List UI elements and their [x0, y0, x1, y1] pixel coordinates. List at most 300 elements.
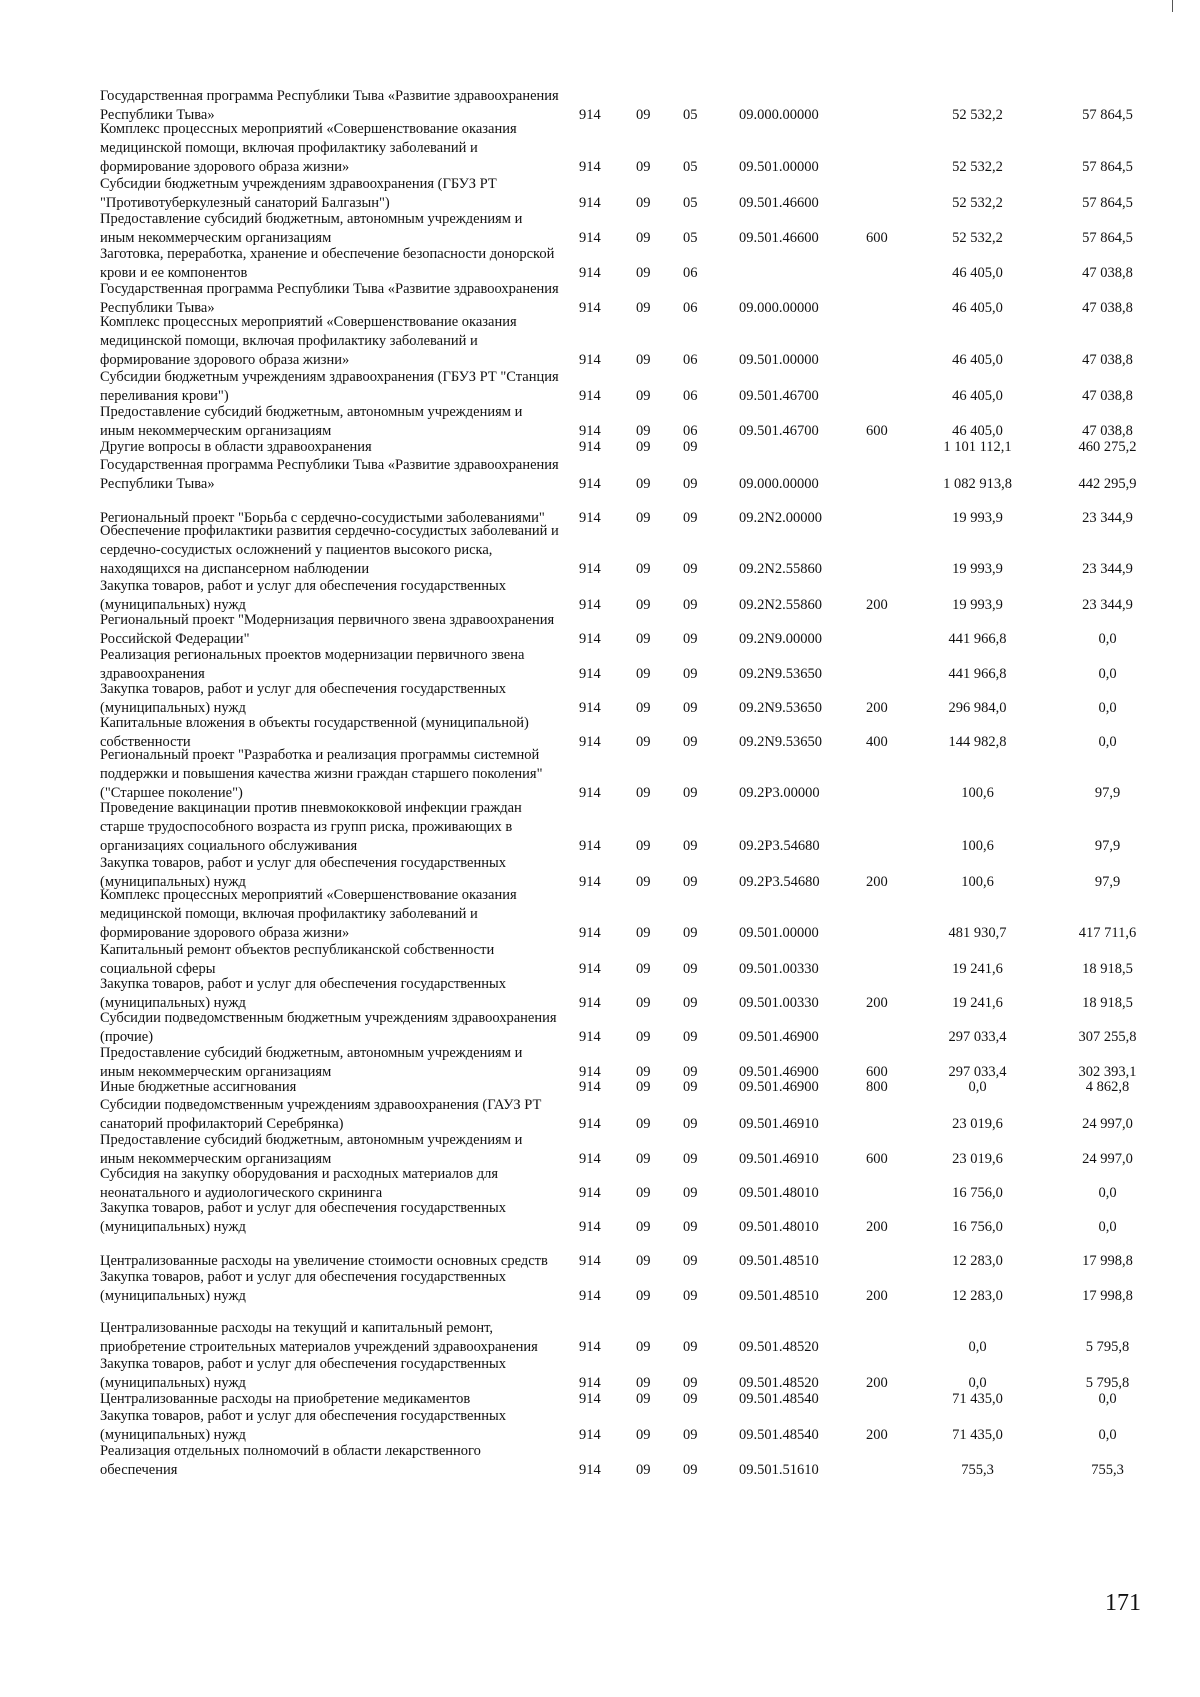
row-amount-year2: 97,9	[1094, 874, 1121, 890]
row-section-code: 09	[636, 107, 651, 123]
row-amount-year2: 0,0	[1098, 1185, 1117, 1201]
table-row	[0, 315, 1200, 370]
row-expense-type: 800	[866, 1079, 888, 1095]
row-section-code: 09	[636, 995, 651, 1011]
table-row	[0, 611, 1200, 649]
row-ved-code: 914	[579, 734, 601, 750]
row-amount-year1: 144 982,8	[948, 734, 1007, 750]
row-ved-code: 914	[579, 1462, 601, 1478]
row-ved-code: 914	[579, 423, 601, 439]
row-section-code: 09	[636, 925, 651, 941]
row-name: Закупка товаров, работ и услуг для обеспечения государственных (муниципальных) нужд	[100, 1200, 507, 1235]
row-ved-code: 914	[579, 300, 601, 316]
row-amount-year1: 481 930,7	[948, 925, 1007, 941]
row-name: Закупка товаров, работ и услуг для обеспечения государственных (муниципальных) нужд	[100, 681, 507, 716]
row-target-article: 09.501.48010	[739, 1185, 819, 1201]
row-ved-code: 914	[579, 1391, 601, 1407]
row-amount-year2: 5 795,8	[1085, 1339, 1130, 1355]
row-amount-year2: 47 038,8	[1082, 300, 1133, 316]
row-amount-year2: 0,0	[1098, 666, 1117, 682]
row-subsection-code: 09	[683, 1064, 698, 1080]
row-subsection-code: 09	[683, 1375, 698, 1391]
row-name: Предоставление субсидий бюджетным, автономным учреждениям и иным некоммерческим организациям	[100, 1045, 523, 1080]
row-section-code: 09	[636, 666, 651, 682]
row-expense-type: 200	[866, 597, 888, 613]
table-row	[0, 1302, 1200, 1357]
table-row	[0, 1078, 1200, 1097]
row-subsection-code: 09	[683, 995, 698, 1011]
row-section-code: 09	[636, 785, 651, 801]
row-amount-year1: 0,0	[968, 1375, 987, 1391]
row-amount-year2: 57 864,5	[1082, 230, 1133, 246]
row-ved-code: 914	[579, 1116, 601, 1132]
table-row	[0, 210, 1200, 248]
row-amount-year1: 46 405,0	[952, 388, 1003, 404]
row-amount-year2: 47 038,8	[1082, 265, 1133, 281]
row-amount-year1: 19 241,6	[952, 961, 1003, 977]
row-section-code: 09	[636, 159, 651, 175]
row-section-code: 09	[636, 195, 651, 211]
row-section-code: 09	[636, 1219, 651, 1235]
row-expense-type: 600	[866, 1151, 888, 1167]
row-amount-year2: 4 862,8	[1085, 1079, 1130, 1095]
row-subsection-code: 09	[683, 1151, 698, 1167]
row-target-article: 09.000.00000	[739, 300, 819, 316]
row-section-code: 09	[636, 230, 651, 246]
row-section-code: 09	[636, 1427, 651, 1443]
row-target-article: 09.501.48520	[739, 1375, 819, 1391]
row-subsection-code: 09	[683, 1219, 698, 1235]
row-amount-year1: 46 405,0	[952, 300, 1003, 316]
row-section-code: 09	[636, 476, 651, 492]
row-amount-year2: 5 795,8	[1085, 1375, 1130, 1391]
row-subsection-code: 09	[683, 1391, 698, 1407]
row-ved-code: 914	[579, 388, 601, 404]
row-subsection-code: 09	[683, 666, 698, 682]
row-ved-code: 914	[579, 439, 601, 455]
row-expense-type: 200	[866, 1375, 888, 1391]
row-ved-code: 914	[579, 666, 601, 682]
table-row	[0, 1407, 1200, 1445]
row-subsection-code: 09	[683, 1253, 698, 1269]
row-target-article: 09.501.46600	[739, 195, 819, 211]
row-ved-code: 914	[579, 785, 601, 801]
table-row	[0, 1009, 1200, 1047]
row-amount-year2: 24 997,0	[1082, 1151, 1133, 1167]
row-subsection-code: 09	[683, 1029, 698, 1045]
table-row	[0, 1442, 1200, 1480]
row-name: Иные бюджетные ассигнования	[100, 1079, 297, 1095]
row-ved-code: 914	[579, 510, 601, 526]
row-expense-type: 200	[866, 1288, 888, 1304]
row-expense-type: 200	[866, 995, 888, 1011]
row-section-code: 09	[636, 1253, 651, 1269]
table-row	[0, 524, 1200, 579]
row-target-article: 09.501.48520	[739, 1339, 819, 1355]
row-section-code: 09	[636, 874, 651, 890]
row-subsection-code: 09	[683, 597, 698, 613]
row-subsection-code: 09	[683, 1462, 698, 1478]
row-name: Государственная программа Республики Тыва «Развитие здравоохранения Республики Тыва»	[100, 281, 559, 316]
row-amount-year1: 46 405,0	[952, 423, 1003, 439]
row-amount-year1: 71 435,0	[952, 1427, 1003, 1443]
row-name: Закупка товаров, работ и услуг для обеспечения государственных (муниципальных) нужд	[100, 578, 507, 613]
row-ved-code: 914	[579, 1288, 601, 1304]
row-amount-year2: 0,0	[1098, 631, 1117, 647]
row-subsection-code: 06	[683, 300, 698, 316]
row-target-article: 09.501.46900	[739, 1029, 819, 1045]
row-amount-year2: 755,3	[1091, 1462, 1124, 1478]
row-target-article: 09.501.00330	[739, 961, 819, 977]
row-amount-year2: 17 998,8	[1082, 1253, 1133, 1269]
row-subsection-code: 09	[683, 1116, 698, 1132]
row-target-article: 09.501.00330	[739, 995, 819, 1011]
table-row	[0, 1268, 1200, 1306]
row-ved-code: 914	[579, 1064, 601, 1080]
row-subsection-code: 09	[683, 1339, 698, 1355]
row-amount-year2: 23 344,9	[1082, 561, 1133, 577]
row-ved-code: 914	[579, 838, 601, 854]
row-amount-year1: 52 532,2	[952, 230, 1003, 246]
row-name: Закупка товаров, работ и услуг для обеспечения государственных (муниципальных) нужд	[100, 976, 507, 1011]
row-section-code: 09	[636, 1064, 651, 1080]
row-amount-year1: 441 966,8	[948, 666, 1007, 682]
row-section-code: 09	[636, 597, 651, 613]
row-target-article: 09.2P3.00000	[739, 785, 820, 801]
row-amount-year2: 57 864,5	[1082, 159, 1133, 175]
row-amount-year1: 0,0	[968, 1339, 987, 1355]
row-target-article: 09.2N2.55860	[739, 561, 822, 577]
row-expense-type: 200	[866, 1219, 888, 1235]
row-name: Реализация региональных проектов модернизации первичного звена здравоохранения	[100, 647, 525, 682]
row-section-code: 09	[636, 265, 651, 281]
row-amount-year2: 47 038,8	[1082, 352, 1133, 368]
row-name: Субсидии подведомственным учреждениям здравоохранения (ГАУЗ РТ санаторий профилакторий Серебрянка)	[100, 1097, 542, 1132]
scan-edge-mark	[1172, 0, 1173, 12]
row-amount-year1: 296 984,0	[948, 700, 1007, 716]
row-target-article: 09.501.00000	[739, 352, 819, 368]
row-amount-year2: 0,0	[1098, 1427, 1117, 1443]
row-expense-type: 600	[866, 230, 888, 246]
row-ved-code: 914	[579, 476, 601, 492]
row-amount-year1: 12 283,0	[952, 1253, 1003, 1269]
table-row	[0, 438, 1200, 457]
row-name: Централизованные расходы на приобретение медикаментов	[100, 1391, 471, 1407]
row-amount-year2: 0,0	[1098, 734, 1117, 750]
row-amount-year1: 755,3	[961, 1462, 994, 1478]
table-row	[0, 680, 1200, 718]
row-name: Закупка товаров, работ и услуг для обеспечения государственных (муниципальных) нужд	[100, 1269, 507, 1304]
row-ved-code: 914	[579, 631, 601, 647]
table-row	[0, 245, 1200, 283]
row-expense-type: 200	[866, 700, 888, 716]
row-amount-year2: 302 393,1	[1078, 1064, 1137, 1080]
row-subsection-code: 09	[683, 631, 698, 647]
row-target-article: 09.501.00000	[739, 159, 819, 175]
row-subsection-code: 09	[683, 838, 698, 854]
row-name: Комплекс процессных мероприятий «Совершенствование оказания медицинской помощи, включая профилактику заболеваний и формирование здорового образа жизни»	[100, 314, 517, 368]
table-row	[0, 1044, 1200, 1082]
table-row	[0, 403, 1200, 441]
row-section-code: 09	[636, 388, 651, 404]
row-target-article: 09.501.48510	[739, 1253, 819, 1269]
row-ved-code: 914	[579, 1219, 601, 1235]
row-amount-year2: 24 997,0	[1082, 1116, 1133, 1132]
row-amount-year2: 442 295,9	[1078, 476, 1137, 492]
row-subsection-code: 05	[683, 107, 698, 123]
table-row	[0, 456, 1200, 494]
table-row	[0, 122, 1200, 177]
row-section-code: 09	[636, 1288, 651, 1304]
row-amount-year2: 17 998,8	[1082, 1288, 1133, 1304]
table-row	[0, 577, 1200, 615]
row-amount-year1: 100,6	[961, 838, 994, 854]
row-target-article: 09.501.46700	[739, 423, 819, 439]
row-target-article: 09.2N9.53650	[739, 666, 822, 682]
row-target-article: 09.501.46910	[739, 1151, 819, 1167]
row-section-code: 09	[636, 423, 651, 439]
row-section-code: 09	[636, 1029, 651, 1045]
row-amount-year1: 297 033,4	[948, 1064, 1007, 1080]
row-amount-year2: 18 918,5	[1082, 961, 1133, 977]
row-target-article: 09.501.48010	[739, 1219, 819, 1235]
row-name: Предоставление субсидий бюджетным, автономным учреждениям и иным некоммерческим организациям	[100, 211, 523, 246]
row-section-code: 09	[636, 1462, 651, 1478]
row-amount-year1: 297 033,4	[948, 1029, 1007, 1045]
row-name: Государственная программа Республики Тыва «Развитие здравоохранения Республики Тыва»	[100, 88, 559, 123]
row-amount-year1: 19 993,9	[952, 510, 1003, 526]
row-name: Субсидия на закупку оборудования и расходных материалов для неонатального и аудиологического скрининга	[100, 1166, 499, 1201]
row-subsection-code: 05	[683, 195, 698, 211]
row-section-code: 09	[636, 700, 651, 716]
row-ved-code: 914	[579, 195, 601, 211]
row-name: Закупка товаров, работ и услуг для обеспечения государственных (муниципальных) нужд	[100, 855, 507, 890]
row-amount-year1: 19 241,6	[952, 995, 1003, 1011]
row-amount-year1: 100,6	[961, 874, 994, 890]
row-subsection-code: 06	[683, 352, 698, 368]
row-target-article: 09.501.48540	[739, 1427, 819, 1443]
row-amount-year1: 1 082 913,8	[943, 476, 1012, 492]
row-name: Другие вопросы в области здравоохранения	[100, 439, 372, 455]
table-row	[0, 1096, 1200, 1134]
row-ved-code: 914	[579, 159, 601, 175]
row-ved-code: 914	[579, 925, 601, 941]
row-ved-code: 914	[579, 1339, 601, 1355]
row-expense-type: 600	[866, 423, 888, 439]
row-subsection-code: 06	[683, 388, 698, 404]
table-row	[0, 888, 1200, 943]
row-subsection-code: 09	[683, 476, 698, 492]
row-subsection-code: 06	[683, 265, 698, 281]
row-section-code: 09	[636, 561, 651, 577]
row-target-article: 09.2N2.00000	[739, 510, 822, 526]
row-ved-code: 914	[579, 1185, 601, 1201]
row-name: Государственная программа Республики Тыва «Развитие здравоохранения Республики Тыва»	[100, 457, 559, 492]
table-row	[0, 941, 1200, 979]
page-number: 171	[1105, 1590, 1141, 1616]
row-section-code: 09	[636, 510, 651, 526]
row-name: Заготовка, переработка, хранение и обеспечение безопасности донорской крови и ее компонентов	[100, 246, 555, 281]
table-row	[0, 1233, 1200, 1271]
row-ved-code: 914	[579, 107, 601, 123]
table-row	[0, 748, 1200, 803]
table-row	[0, 1131, 1200, 1169]
row-amount-year1: 46 405,0	[952, 352, 1003, 368]
row-amount-year2: 460 275,2	[1078, 439, 1137, 455]
row-section-code: 09	[636, 734, 651, 750]
row-amount-year1: 12 283,0	[952, 1288, 1003, 1304]
row-subsection-code: 05	[683, 230, 698, 246]
row-target-article: 09.2N2.55860	[739, 597, 822, 613]
row-amount-year1: 16 756,0	[952, 1185, 1003, 1201]
row-name: Субсидии бюджетным учреждениям здравоохранения (ГБУЗ РТ "Противотуберкулезный санаторий Балгазын")	[100, 176, 497, 211]
row-name: Капитальные вложения в объекты государственной (муниципальной) собственности	[100, 715, 529, 750]
row-subsection-code: 05	[683, 159, 698, 175]
row-target-article: 09.501.00000	[739, 925, 819, 941]
row-ved-code: 914	[579, 874, 601, 890]
row-subsection-code: 09	[683, 439, 698, 455]
row-amount-year2: 47 038,8	[1082, 423, 1133, 439]
row-subsection-code: 09	[683, 874, 698, 890]
row-ved-code: 914	[579, 1151, 601, 1167]
row-subsection-code: 06	[683, 423, 698, 439]
row-name: Региональный проект "Модернизация первичного звена здравоохранения Российской Федерации"	[100, 612, 555, 647]
row-name: Региональный проект "Борьба с сердечно-сосудистыми заболеваниями"	[100, 510, 545, 526]
table-row	[0, 175, 1200, 213]
row-section-code: 09	[636, 961, 651, 977]
row-subsection-code: 09	[683, 961, 698, 977]
row-amount-year1: 1 101 112,1	[943, 439, 1012, 455]
row-name: Предоставление субсидий бюджетным, автономным учреждениям и иным некоммерческим организациям	[100, 404, 523, 439]
row-section-code: 09	[636, 631, 651, 647]
row-name: Региональный проект "Разработка и реализация программы системной поддержки и повышения качества жизни граждан старшего поколения" ("Старшее поколение")	[100, 747, 543, 801]
row-amount-year2: 23 344,9	[1082, 597, 1133, 613]
row-name: Субсидии подведомственным бюджетным учреждениям здравоохранения (прочие)	[100, 1010, 557, 1045]
row-amount-year1: 52 532,2	[952, 159, 1003, 175]
row-amount-year2: 307 255,8	[1078, 1029, 1137, 1045]
table-row	[0, 646, 1200, 684]
row-expense-type: 200	[866, 874, 888, 890]
row-name: Комплекс процессных мероприятий «Совершенствование оказания медицинской помощи, включая профилактику заболеваний и формирование здорового образа жизни»	[100, 121, 517, 175]
row-amount-year1: 71 435,0	[952, 1391, 1003, 1407]
row-ved-code: 914	[579, 230, 601, 246]
table-row	[0, 1165, 1200, 1203]
row-ved-code: 914	[579, 995, 601, 1011]
row-target-article: 09.2N9.53650	[739, 700, 822, 716]
row-name: Реализация отдельных полномочий в области лекарственного обеспечения	[100, 1443, 481, 1478]
row-amount-year2: 18 918,5	[1082, 995, 1133, 1011]
row-section-code: 09	[636, 1185, 651, 1201]
row-name: Закупка товаров, работ и услуг для обеспечения государственных (муниципальных) нужд	[100, 1356, 507, 1391]
row-amount-year1: 46 405,0	[952, 265, 1003, 281]
row-amount-year1: 19 993,9	[952, 561, 1003, 577]
row-target-article: 09.000.00000	[739, 476, 819, 492]
row-amount-year2: 57 864,5	[1082, 107, 1133, 123]
table-row	[0, 975, 1200, 1013]
row-amount-year1: 100,6	[961, 785, 994, 801]
row-name: Субсидии бюджетным учреждениям здравоохранения (ГБУЗ РТ "Станция переливания крови")	[100, 369, 559, 404]
row-subsection-code: 09	[683, 561, 698, 577]
row-section-code: 09	[636, 352, 651, 368]
table-row	[0, 1355, 1200, 1393]
row-amount-year2: 0,0	[1098, 700, 1117, 716]
table-row	[0, 368, 1200, 406]
row-target-article: 09.501.48540	[739, 1391, 819, 1407]
row-name: Предоставление субсидий бюджетным, автономным учреждениям и иным некоммерческим организациям	[100, 1132, 523, 1167]
row-ved-code: 914	[579, 561, 601, 577]
row-ved-code: 914	[579, 1029, 601, 1045]
row-target-article: 09.501.46600	[739, 230, 819, 246]
row-name: Капитальный ремонт объектов республиканской собственности социальной сферы	[100, 942, 495, 977]
row-target-article: 09.501.46900	[739, 1064, 819, 1080]
row-section-code: 09	[636, 1151, 651, 1167]
row-name: Централизованные расходы на текущий и капитальный ремонт, приобретение строительных материалов учреждений здравоохранения	[100, 1320, 538, 1355]
row-section-code: 09	[636, 838, 651, 854]
row-ved-code: 914	[579, 265, 601, 281]
row-ved-code: 914	[579, 1079, 601, 1095]
row-amount-year1: 19 993,9	[952, 597, 1003, 613]
row-amount-year1: 23 019,6	[952, 1151, 1003, 1167]
row-target-article: 09.2P3.54680	[739, 874, 820, 890]
row-amount-year2: 47 038,8	[1082, 388, 1133, 404]
row-name: Централизованные расходы на увеличение стоимости основных средств	[100, 1253, 548, 1269]
row-ved-code: 914	[579, 1375, 601, 1391]
row-amount-year2: 57 864,5	[1082, 195, 1133, 211]
row-amount-year1: 52 532,2	[952, 195, 1003, 211]
row-ved-code: 914	[579, 961, 601, 977]
row-subsection-code: 09	[683, 1079, 698, 1095]
row-amount-year2: 0,0	[1098, 1219, 1117, 1235]
row-subsection-code: 09	[683, 510, 698, 526]
row-target-article: 09.501.46910	[739, 1116, 819, 1132]
row-section-code: 09	[636, 1391, 651, 1407]
row-target-article: 09.000.00000	[739, 107, 819, 123]
row-ved-code: 914	[579, 1253, 601, 1269]
row-subsection-code: 09	[683, 785, 698, 801]
row-target-article: 09.2N9.00000	[739, 631, 822, 647]
row-amount-year2: 23 344,9	[1082, 510, 1133, 526]
row-amount-year2: 97,9	[1094, 785, 1121, 801]
row-subsection-code: 09	[683, 925, 698, 941]
row-name: Закупка товаров, работ и услуг для обеспечения государственных (муниципальных) нужд	[100, 1408, 507, 1443]
row-subsection-code: 09	[683, 700, 698, 716]
row-ved-code: 914	[579, 352, 601, 368]
row-ved-code: 914	[579, 597, 601, 613]
row-amount-year1: 23 019,6	[952, 1116, 1003, 1132]
row-section-code: 09	[636, 1375, 651, 1391]
row-subsection-code: 09	[683, 734, 698, 750]
row-expense-type: 200	[866, 1427, 888, 1443]
row-section-code: 09	[636, 439, 651, 455]
row-section-code: 09	[636, 1339, 651, 1355]
row-section-code: 09	[636, 1079, 651, 1095]
row-target-article: 09.501.48510	[739, 1288, 819, 1304]
row-name: Проведение вакцинации против пневмококковой инфекции граждан старше трудоспособного возраста из групп риска, проживающих в организациях социального обслуживания	[100, 800, 522, 854]
row-amount-year1: 52 532,2	[952, 107, 1003, 123]
row-target-article: 09.501.46900	[739, 1079, 819, 1095]
row-subsection-code: 09	[683, 1185, 698, 1201]
row-name: Комплекс процессных мероприятий «Совершенствование оказания медицинской помощи, включая профилактику заболеваний и формирование здорового образа жизни»	[100, 887, 517, 941]
row-subsection-code: 09	[683, 1288, 698, 1304]
row-target-article: 09.2P3.54680	[739, 838, 820, 854]
row-subsection-code: 09	[683, 1427, 698, 1443]
row-target-article: 09.501.51610	[739, 1462, 819, 1478]
row-amount-year2: 97,9	[1094, 838, 1121, 854]
row-name: Обеспечение профилактики развития сердечно-сосудистых заболеваний и сердечно-сосудистых осложнений у пациентов высокого риска, находящихся на диспансерном наблюдении	[100, 523, 559, 577]
table-row	[0, 1199, 1200, 1237]
row-expense-type: 400	[866, 734, 888, 750]
table-row	[0, 801, 1200, 856]
